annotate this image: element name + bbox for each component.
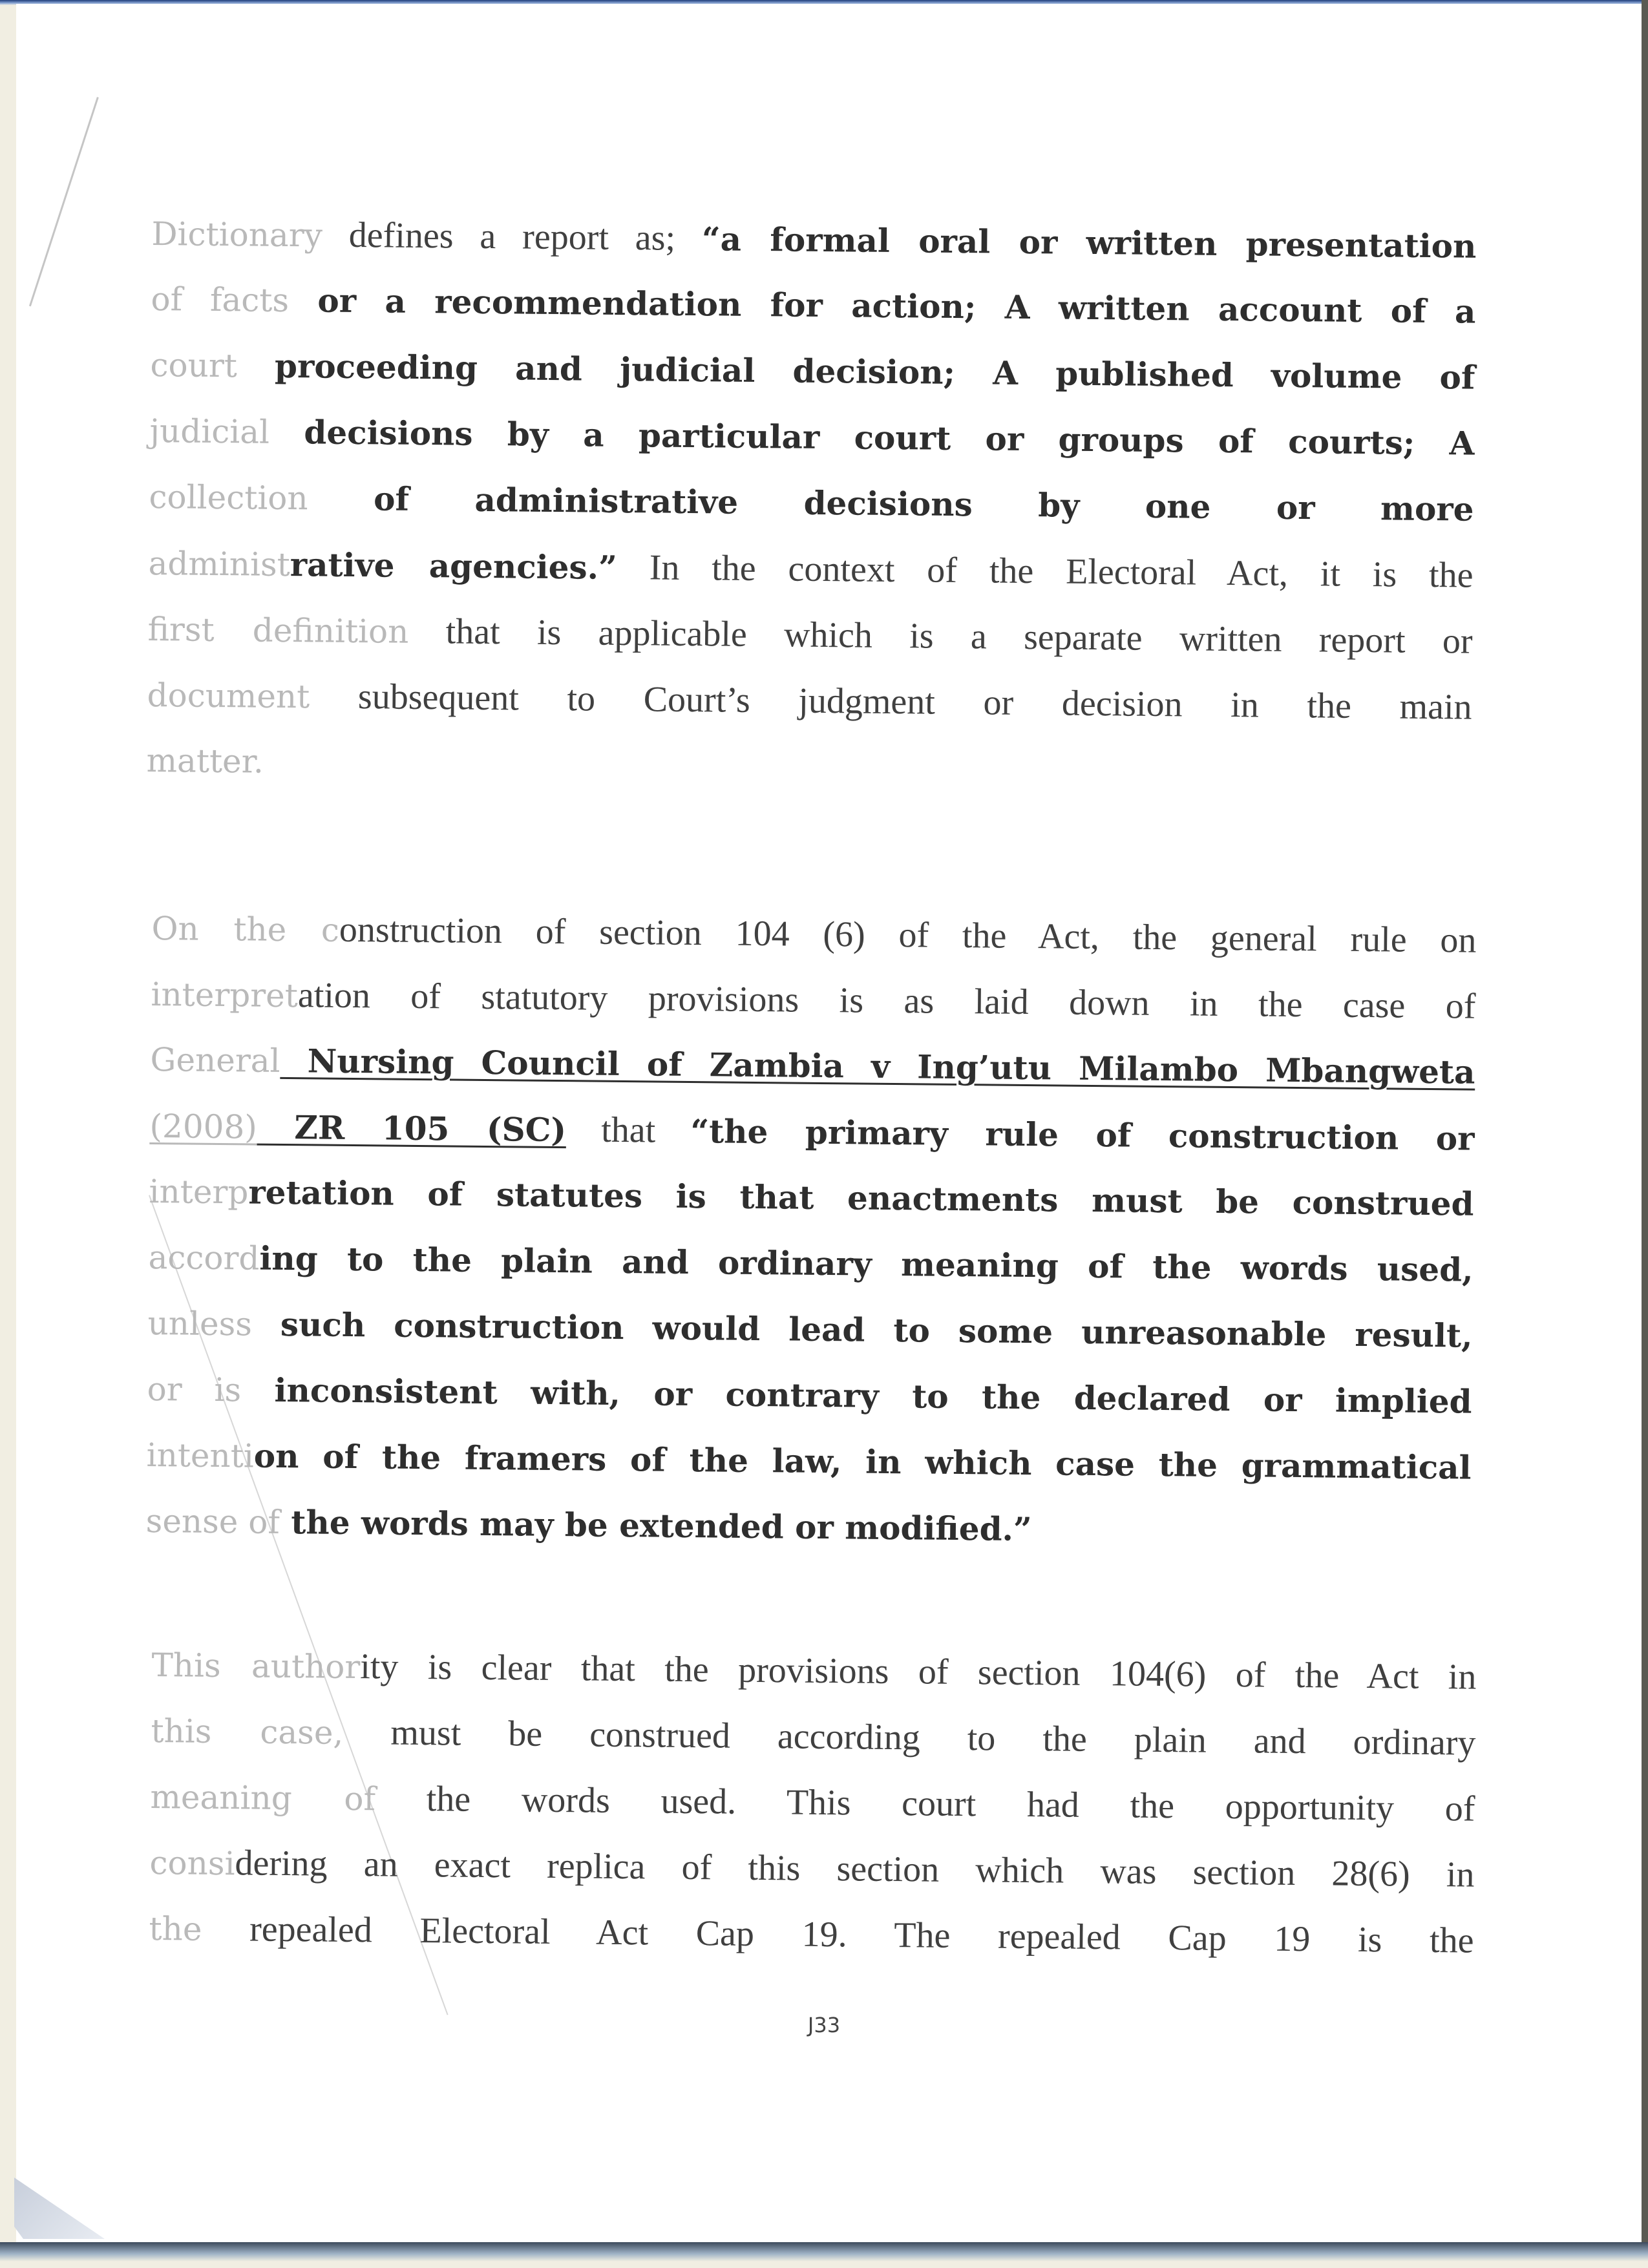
text-line: [151, 895, 1477, 974]
faded-text: unless: [147, 1304, 253, 1343]
paragraph-definition: [146, 200, 1477, 806]
text-line: [151, 1632, 1477, 1710]
faded-text: the: [149, 1909, 202, 1948]
body-text: ation of statutory provisions is as laid down in the case of: [297, 975, 1476, 1027]
bold-quote-text: inconsistent with, or contrary to the declared or implied: [240, 1370, 1472, 1421]
body-text: onstruction of section 104 (6) of the Act, the general rule on: [339, 909, 1477, 961]
bold-quote-text: the words may be extended or modified.”: [279, 1502, 1033, 1549]
body-text: repealed Electoral Act Cap 19. The repealed Cap 19 is the: [202, 1908, 1474, 1961]
body-text: ity is clear that the provisions of section 104(6) of the Act in: [360, 1646, 1477, 1697]
bold-quote-text: rative agencies.”: [290, 545, 618, 587]
bold-quote-text: of administrative decisions by one or more: [308, 479, 1474, 529]
text-line: [149, 1829, 1475, 1908]
text-line: [146, 1422, 1472, 1501]
text-line: [147, 1290, 1473, 1369]
case-citation: ZR 105 (SC): [257, 1108, 567, 1150]
body-text: subsequent to Court’s judgment or decision in the main: [309, 676, 1472, 728]
paragraph-authority: [149, 1632, 1477, 1974]
faded-text: This author: [151, 1646, 361, 1686]
faded-text: this case,: [151, 1712, 344, 1752]
text-line: [149, 398, 1475, 477]
text-line: [151, 200, 1477, 279]
faded-text: court: [150, 346, 238, 385]
text-line: [149, 1093, 1475, 1171]
faded-text: document: [147, 676, 310, 716]
text-line: [150, 1763, 1475, 1842]
faded-text: of facts: [151, 280, 290, 320]
scan-right-edge: [1642, 0, 1648, 2268]
faded-text: meaning of: [150, 1778, 376, 1818]
page-number: J33: [807, 2013, 841, 2037]
case-citation: Nursing Council of Zambia v Ing’utu Milambo Mbangweta: [280, 1041, 1475, 1091]
text-line: [147, 662, 1472, 740]
bold-quote-text: “the primary rule of construction or: [690, 1112, 1475, 1158]
text-line: [150, 332, 1475, 411]
text-line: [146, 728, 1472, 806]
faded-text: Dictionary: [151, 215, 323, 255]
faded-text: judicial: [149, 412, 270, 451]
faded-text: accord: [148, 1238, 260, 1277]
body-text: In the context of the Electoral Act, it is the: [617, 547, 1474, 596]
body-text: the words used. This court had the opportunity of: [375, 1778, 1475, 1829]
bold-quote-text: such construction would lead to some unreasonable result,: [251, 1305, 1473, 1355]
text-line: [145, 1488, 1471, 1567]
faded-text: collection: [149, 478, 308, 518]
bold-quote-text: “a formal oral or written presentation: [701, 220, 1477, 266]
body-text: that: [565, 1109, 691, 1151]
text-line: [148, 530, 1474, 609]
body-text: dering an exact replica of this section which was section 28(6) in: [235, 1843, 1475, 1895]
faded-text: administ: [148, 544, 291, 584]
faded-text: General: [150, 1040, 280, 1080]
faded-text: interp: [149, 1172, 249, 1212]
faded-text: first definition: [147, 610, 409, 651]
text-line: [149, 464, 1474, 543]
text-line: [147, 1356, 1472, 1435]
text-line: [149, 1159, 1474, 1237]
text-line: [149, 1895, 1474, 1974]
text-line: [147, 596, 1473, 675]
text-line: [151, 961, 1476, 1040]
scan-bottom-edge: [0, 2242, 1648, 2268]
faded-text: interpret: [151, 975, 299, 1015]
text-line: [151, 266, 1476, 345]
bold-quote-text: retation of statutes is that enactments must be construed: [248, 1173, 1474, 1223]
bold-quote-text: proceeding and judicial decision; A published volume of: [237, 346, 1475, 397]
bold-quote-text: decisions by a particular court or groups of courts; A: [269, 412, 1475, 463]
bold-quote-text: on of the framers of the law, in which case the grammatical: [253, 1436, 1472, 1487]
text-line: [151, 1697, 1476, 1776]
faded-text: consi: [149, 1843, 235, 1883]
faded-text: matter.: [146, 741, 264, 781]
faded-citation-text: (2008): [149, 1107, 258, 1146]
body-text: must be construed according to the plain and ordinary: [343, 1712, 1476, 1763]
text-line: [148, 1224, 1474, 1303]
faded-text: intenti: [146, 1436, 255, 1475]
paragraph-construction: [145, 895, 1477, 1567]
faded-text: sense of: [145, 1502, 280, 1541]
faded-text: or is: [147, 1370, 242, 1409]
body-text: defines a report as;: [322, 215, 703, 259]
bold-quote-text: or a recommendation for action; A written account of a: [288, 281, 1476, 331]
body-text: that is applicable which is a separate written report or: [408, 611, 1473, 662]
text-line: [150, 1027, 1475, 1106]
faded-text: On the c: [151, 909, 340, 949]
bold-quote-text: ing to the plain and ordinary meaning of the words used,: [259, 1239, 1474, 1289]
